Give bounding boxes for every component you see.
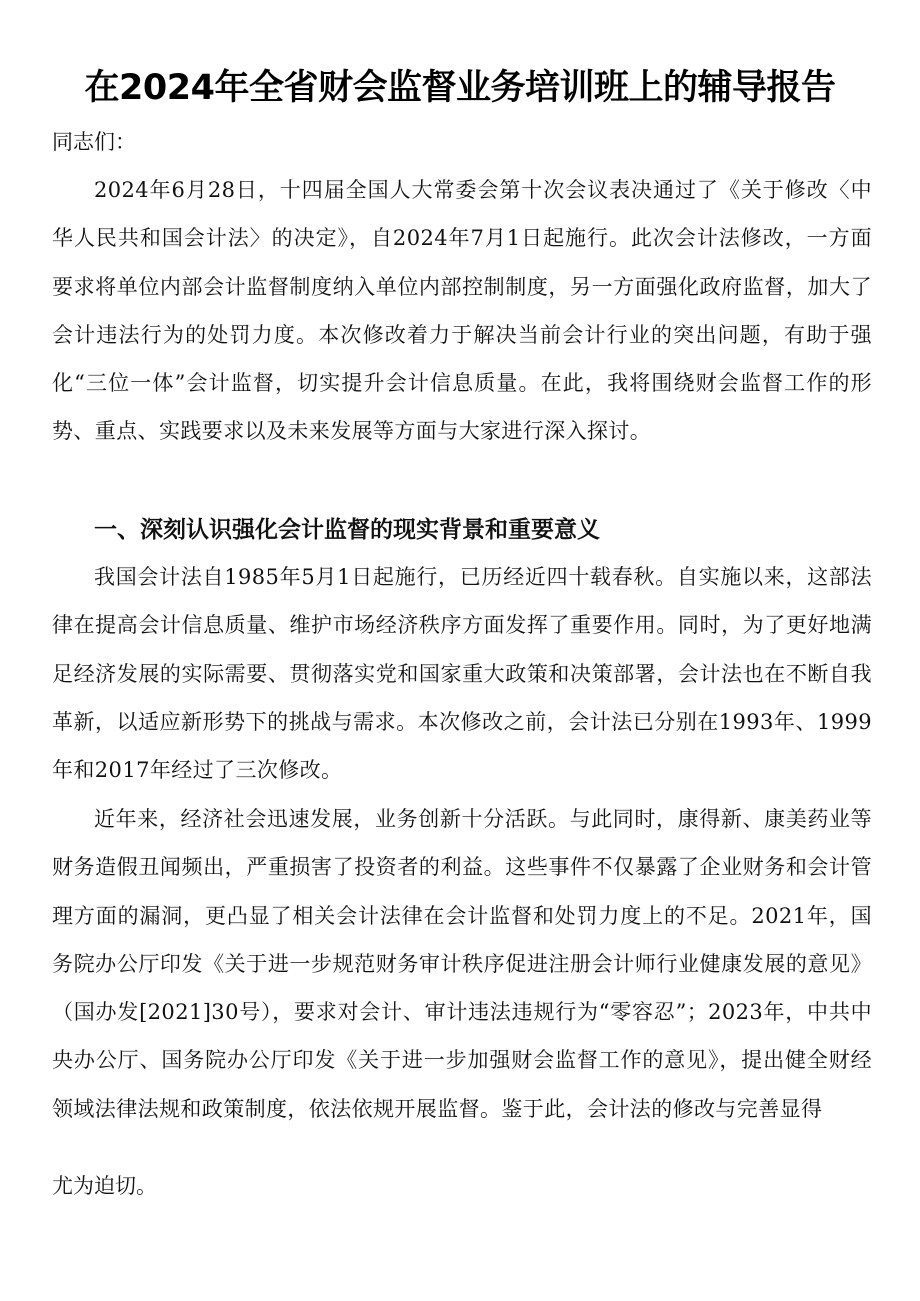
paragraph-history: 我国会计法自1985年5月1日起施行，已历经近四十载春秋。自实施以来，这部法律在提高会计信息质量、维护市场经济秩序方面发挥了重要作用。同时，为了更好地满足经济发展的实际需要、贯彻落实党和国家重大政策和决策部署，会计法也在不断自我革新，以适应新形势下的挑战与需求。本次修改之前，会计法已分别在1993年、1999年和2017年经过了三次修改。 (52, 565, 872, 783)
paragraph-intro: 2024年6月28日，十四届全国人大常委会第十次会议表决通过了《关于修改〈中华人民共和国会计法〉的决定》，自2024年7月1日起施行。此次会计法修改，一方面要求将单位内部会计监督制度纳入单位内部控制制度，另一方面强化政府监督，加大了会计违法行为的处罚力度。本次修改着力于解决当前会计行业的突出问题，有助于强化“三位一体”会计监督，切实提升会计信息质量。在此，我将围绕财会监督工作的形势、重点、实践要求以及未来发展等方面与大家进行深入探讨。 (52, 178, 872, 444)
document-title: 在2024年全省财会监督业务培训班上的辅导报告 (84, 68, 836, 108)
paragraph-background: 近年来，经济社会迅速发展，业务创新十分活跃。与此同时，康得新、康美药业等财务造假丑闻频出，严重损害了投资者的利益。这些事件不仅暴露了企业财务和会计管理方面的漏洞，更凸显了相关会计法律在会计监督和处罚力度上的不足。2021年，国务院办公厅印发《关于进一步规范财务审计秩序促进注册会计师行业健康发展的意见》（国办发[2021]30号），要求对会计、审计违法违规行为“零容忍”；2023年，中共中央办公厅、国务院办公厅印发《关于进一步加强财会监督工作的意见》，提出健全财经领域法律法规和政策制度，依法依规开展监督。鉴于此，会计法的修改与完善显得 (52, 807, 872, 1121)
section-heading: 一、深刻认识强化会计监督的现实背景和重要意义 (94, 517, 600, 543)
paragraph-tail: 尤为迫切。 (52, 1174, 157, 1198)
salutation: 同志们： (52, 130, 136, 154)
